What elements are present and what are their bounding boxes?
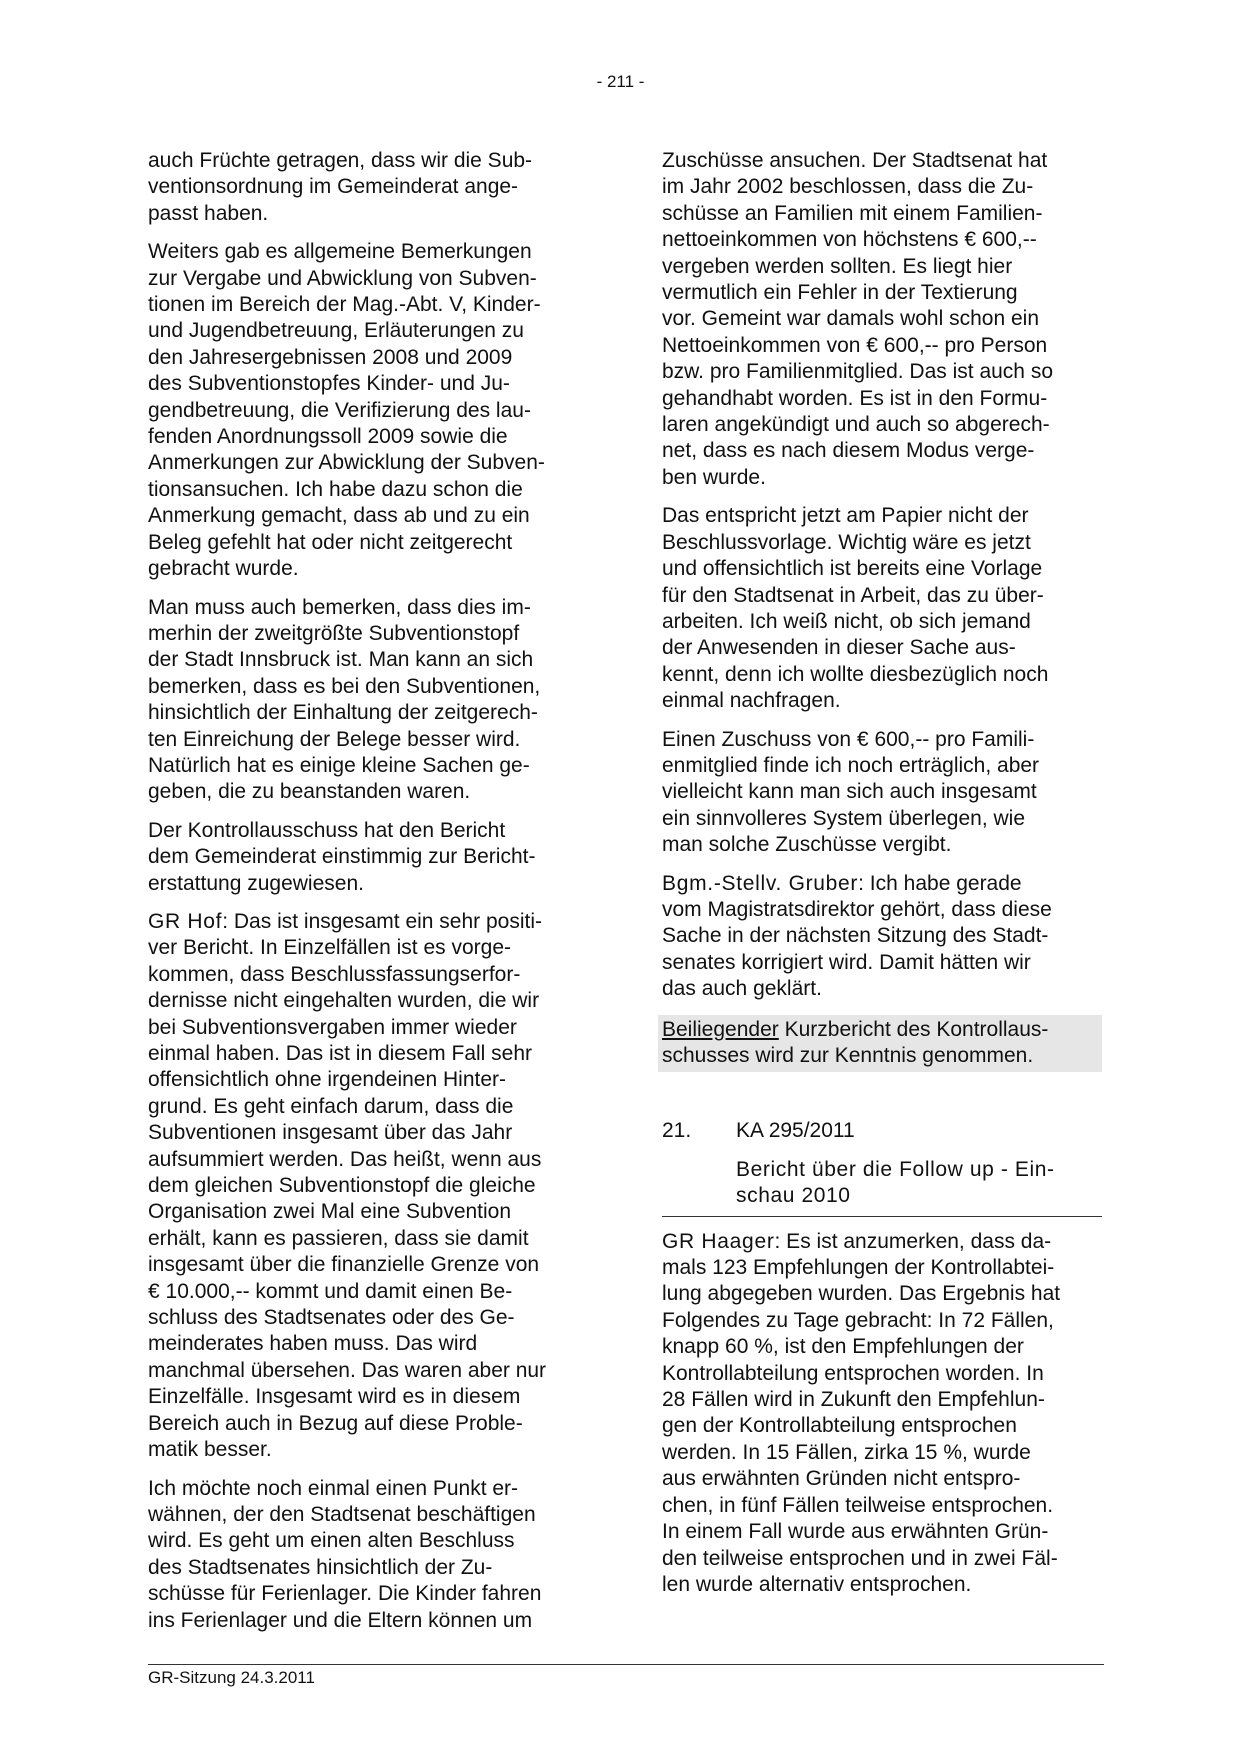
right-column [662, 148, 1102, 1610]
divider [662, 1216, 1102, 1217]
resolution-text: Kurzbericht des Kontrollaus- schusses wird zur Kenntnis genommen. [662, 1017, 1049, 1067]
speaker-name: Bgm.-Stellv. Gruber [662, 871, 859, 895]
speech-text: : Das ist insgesamt ein sehr positi- ver Bericht. In Einzelfällen ist es vorge- kommen, dass Beschlussfassungserfor- dernisse nicht eingehalten wurden, die wir bei Subventionsvergaben immer wieder einmal haben. Das ist in diesem Fall sehr offensichtlich ohne irgendeinen Hinter- grund. Es geht einfach darum, dass die Subventionen insgesamt über das Jahr aufsummiert werden. Das heißt, wenn aus dem gleichen Subventionstopf die gleiche Organisation zwei Mal eine Subvention erhält, kann es passieren, dass sie damit insgesamt über die finanzielle Grenze von € 10.000,-- kommt und damit einen Be- schluss des Stadtsenates oder des Ge- meinderates haben muss. Das wird manchmal übersehen. Das waren aber nur Einzelfälle. Insgesamt wird es in diesem Bereich auch in Bezug auf diese Proble- matik besser. [148, 909, 547, 1462]
speech-text: : Es ist anzumerken, dass da- mals 123 Empfehlungen der Kontrollabtei- lung abgegeben wurden. Das Ergebnis hat Folgendes zu Tage gebracht: In 72 Fällen, knapp 60 %, ist den Empfehlungen der Kontrollabteilung entsprochen worden. In 28 Fällen wird in Zukunft den Empfehlun- gen der Kontrollabteilung entsprochen werden. In 15 Fällen, zirka 15 %, wurde aus erwähnten Gründen nicht entspro- chen, in fünf Fällen teilweise entsprochen. In einem Fall wurde aus erwähnten Grün- den teilweise entsprochen und in zwei Fäl- len wurde alternativ entsprochen. [662, 1229, 1061, 1596]
paragraph: Ich möchte noch einmal einen Punkt er- wähnen, der den Stadtsenat beschäftigen wird. Es geht um einen alten Beschluss des Stadtsenates hinsichtlich der Zu- schüsse für Ferienlager. Die Kinder fahren ins Ferienlager und die Eltern können um [148, 1476, 542, 1632]
speech-paragraph [662, 1229, 1102, 1599]
paragraph: auch Früchte getragen, dass wir die Sub- ventionsordnung im Gemeinderat ange- passt haben. [148, 149, 533, 225]
paragraph: Der Kontrollausschuss hat den Bericht dem Gemeinderat einstimmig zur Bericht- erstattung zugewiesen. [148, 818, 536, 895]
agenda-item-number: 21. [662, 1119, 692, 1143]
footer-text: GR-Sitzung 24.3.2011 [148, 1668, 315, 1687]
agenda-item [662, 1118, 1102, 1216]
speech-paragraph [148, 909, 594, 1464]
left-column [148, 148, 594, 1646]
paragraph: Einen Zuschuss von € 600,-- pro Famili- enmitglied finde ich noch erträglich, aber vielleicht kann man sich auch insgesamt ein sinnvolleres System überlegen, wie man solche Zuschüsse vergibt. [662, 727, 1040, 857]
footer-divider [148, 1664, 1104, 1665]
speech-text: : Ich habe gerade vom Magistratsdirektor gehört, dass diese Sache in der nächsten Sitzung des Stadt- senates korrigiert wird. Damit hätten wir das auch geklärt. [662, 871, 1052, 1001]
resolution-box [658, 1015, 1102, 1073]
agenda-item-code: KA 295/2011 [736, 1119, 855, 1143]
page-number: - 211 - [596, 72, 645, 91]
paragraph: Das entspricht jetzt am Papier nicht der Beschlussvorlage. Wichtig wäre es jetzt und offensichtlich ist bereits eine Vorlage für den Stadtsenat in Arbeit, das zu über- arbeiten. Ich weiß nicht, ob sich jemand der Anwesenden in dieser Sache aus- kennt, denn ich wollte diesbezüglich noch einmal nachfragen. [662, 504, 1049, 713]
speech-paragraph [662, 871, 1102, 1003]
agenda-item-title: Bericht über die Follow up - Ein- schau 2010 [736, 1157, 1055, 1208]
speaker-name: GR Hof [148, 909, 223, 933]
resolution-underlined: Beiliegender [662, 1017, 779, 1041]
paragraph: Zuschüsse ansuchen. Der Stadtsenat hat im Jahr 2002 beschlossen, dass die Zu- schüsse an Familien mit einem Familien- nettoeinkommen von höchstens € 600,-- vergeben werden sollten. Es liegt hier vermutlich ein Fehler in der Textierung vor. Gemeint war damals wohl schon ein Nettoeinkommen von € 600,-- pro Person bzw. pro Familienmitglied. Das ist auch so gehandhabt worden. Es ist in den Formu- laren angekündigt und auch so abgerech- net, dass es nach diesem Modus verge- ben wurde. [662, 149, 1053, 489]
paragraph: Weiters gab es allgemeine Bemerkungen zur Vergabe und Abwicklung von Subven- tionen im Bereich der Mag.-Abt. V, Kinder- und Jugendbetreuung, Erläuterungen zu den Jahresergebnissen 2008 und 2009 des Subventionstopfes Kinder- und Ju- gendbetreuung, die Verifizierung des lau- fenden Anordnungssoll 2009 sowie die Anmerkungen zur Abwicklung der Subven- tionsansuchen. Ich habe dazu schon die Anmerkung gemacht, dass ab und zu ein Beleg gefehlt hat oder nicht zeitgerecht gebracht wurde. [148, 240, 545, 581]
speaker-name: GR Haager [662, 1229, 775, 1253]
paragraph: Man muss auch bemerken, dass dies im- merhin der zweitgrößte Subventionstopf der Stadt Innsbruck ist. Man kann an sich bemerken, dass es bei den Subventionen, hinsichtlich der Einhaltung der zeitgerech- ten Einreichung der Belege besser wird. Natürlich hat es einige kleine Sachen ge- geben, die zu beanstanden waren. [148, 595, 541, 804]
